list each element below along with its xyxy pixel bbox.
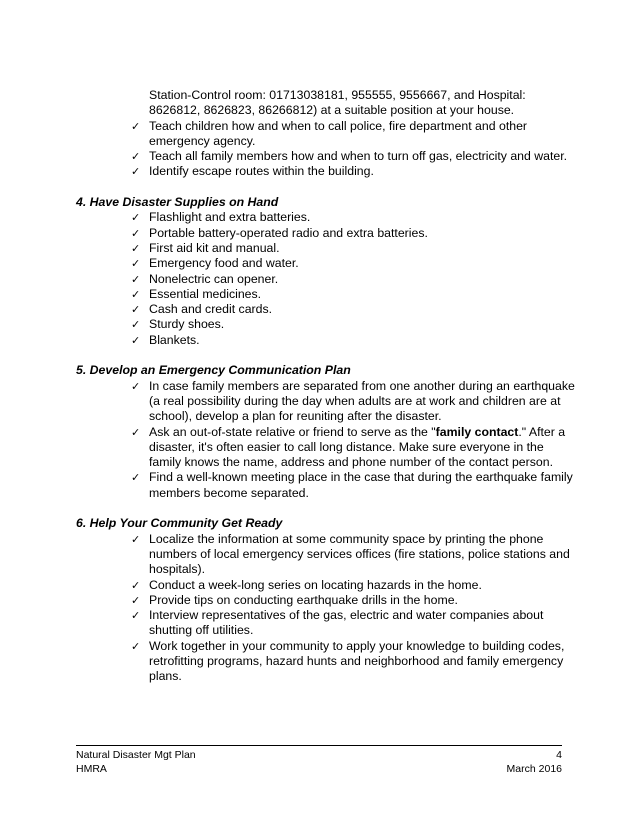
list-item: ✓ Teach all family members how and when to turn off gas, electricity and water. bbox=[131, 149, 568, 164]
list-item: ✓ Provide tips on conducting earthquake drills in the home. bbox=[131, 592, 458, 607]
list-item: ✓ Essential medicines. bbox=[131, 286, 262, 301]
list-item: ✓ Sturdy shoes. bbox=[131, 317, 225, 332]
section-heading-communication: 5. Develop an Emergency Communication Plan bbox=[76, 363, 351, 378]
list-item: ✓ Nonelectric can opener. bbox=[131, 271, 279, 286]
list-item: ✓ Work together in your community to apply your knowledge to building codes, retrofitting programs, hazard hunts and neighborhood and family emergency plans. bbox=[131, 638, 565, 684]
footer-org: HMRA bbox=[76, 763, 107, 775]
intro-checklist bbox=[76, 119, 576, 180]
footer-page-number: 4 bbox=[556, 749, 562, 761]
checkmark-icon: ✓ bbox=[131, 532, 141, 546]
checkmark-icon: ✓ bbox=[131, 593, 141, 607]
checkmark-icon: ✓ bbox=[131, 609, 141, 623]
checkmark-icon: ✓ bbox=[131, 119, 141, 133]
list-item: ✓ In case family members are separated from one another during an earthquake (a real possibility during the day when adults are at work and children are at school), develop a plan for reuniting after the disaster. bbox=[131, 378, 575, 424]
list-item: ✓ First aid kit and manual. bbox=[131, 240, 280, 255]
checkmark-icon: ✓ bbox=[131, 471, 141, 485]
family-contact-emphasis: family contact bbox=[435, 424, 519, 439]
list-item: ✓ Identify escape routes within the building. bbox=[131, 164, 374, 179]
checkmark-icon: ✓ bbox=[131, 165, 141, 179]
checkmark-icon: ✓ bbox=[131, 578, 141, 592]
footer-doc-title: Natural Disaster Mgt Plan bbox=[76, 749, 196, 761]
footer-divider bbox=[76, 745, 562, 746]
list-item: ✓ Conduct a week-long series on locating hazards in the home. bbox=[131, 577, 482, 592]
footer-date: March 2016 bbox=[506, 763, 562, 775]
checkmark-icon: ✓ bbox=[131, 303, 141, 317]
list-item: ✓ Cash and credit cards. bbox=[131, 302, 273, 317]
page-content bbox=[76, 88, 576, 685]
checkmark-icon: ✓ bbox=[131, 211, 141, 225]
checkmark-icon: ✓ bbox=[131, 333, 141, 347]
list-item: ✓ Flashlight and extra batteries. bbox=[131, 210, 311, 225]
intro-paragraph: Station-Control room: 01713038181, 955555, 9556667, and Hospital: 8626812, 8626823, 86266812) at a suitable position at your house. bbox=[149, 88, 526, 118]
list-item: ✓ Interview representatives of the gas, electric and water companies about shutting off utilities. bbox=[131, 608, 544, 638]
checkmark-icon: ✓ bbox=[131, 425, 141, 439]
list-item: ✓ Emergency food and water. bbox=[131, 256, 299, 271]
community-checklist bbox=[76, 532, 576, 685]
list-item: ✓ Portable battery-operated radio and extra batteries. bbox=[131, 225, 428, 240]
list-item: ✓ Teach children how and when to call police, fire department and other emergency agency. bbox=[131, 118, 528, 148]
list-item: ✓ Find a well-known meeting place in the case that during the earthquake family members become separated. bbox=[131, 470, 573, 500]
supplies-checklist bbox=[76, 210, 576, 348]
section-heading-supplies: 4. Have Disaster Supplies on Hand bbox=[76, 195, 279, 210]
list-item: ✓ Blankets. bbox=[131, 332, 200, 347]
checkmark-icon: ✓ bbox=[131, 150, 141, 164]
checkmark-icon: ✓ bbox=[131, 318, 141, 332]
checkmark-icon: ✓ bbox=[131, 226, 141, 240]
checkmark-icon: ✓ bbox=[131, 639, 141, 653]
checkmark-icon: ✓ bbox=[131, 287, 141, 301]
list-item: ✓ Ask an out-of-state relative or friend to serve as the "family contact." After a disaster, it's often easier to call long distance. Make sure everyone in the family knows the name, address and phone number of the contact person. bbox=[131, 424, 566, 470]
section-heading-community: 6. Help Your Community Get Ready bbox=[76, 516, 283, 531]
list-item: ✓ Localize the information at some community space by printing the phone numbers of local emergency services offices (fire stations, police stations and hospitals). bbox=[131, 531, 570, 577]
checkmark-icon: ✓ bbox=[131, 241, 141, 255]
checkmark-icon: ✓ bbox=[131, 257, 141, 271]
footer-row-bottom bbox=[76, 763, 562, 776]
footer-row-top bbox=[76, 749, 562, 762]
communication-checklist bbox=[76, 379, 576, 501]
checkmark-icon: ✓ bbox=[131, 379, 141, 393]
checkmark-icon: ✓ bbox=[131, 272, 141, 286]
